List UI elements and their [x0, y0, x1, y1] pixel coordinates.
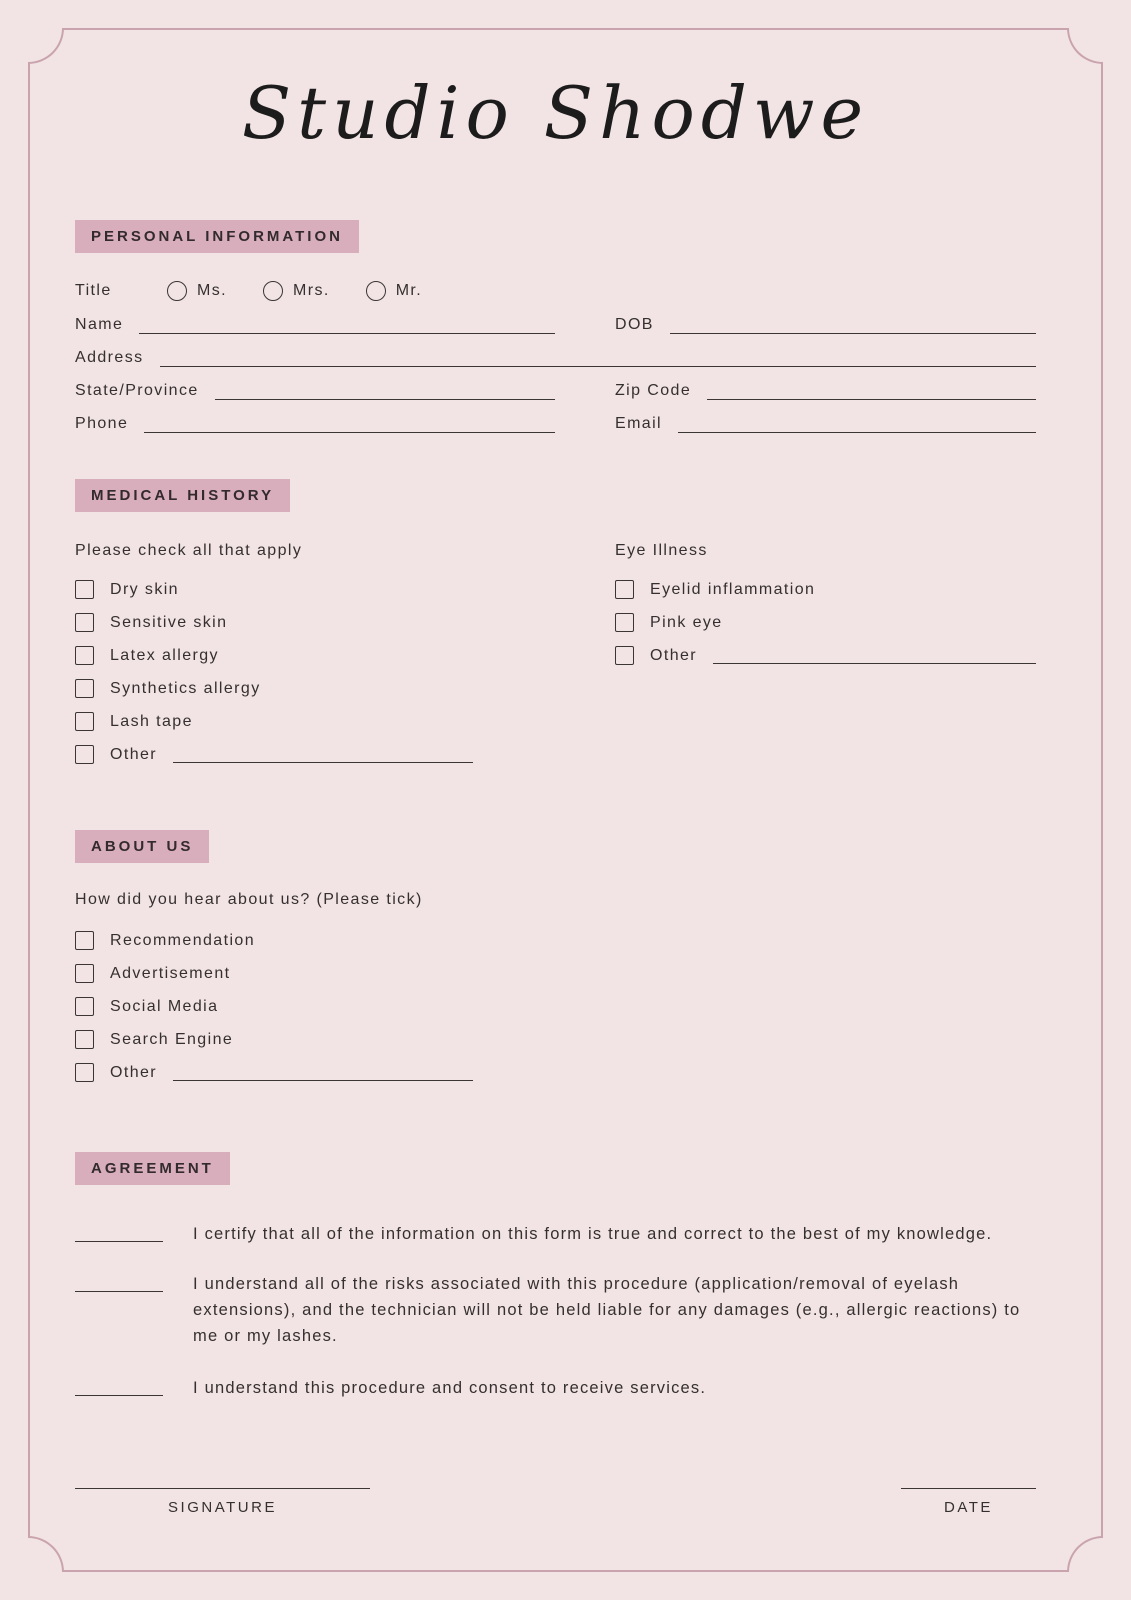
studio-logo: Studio Shodwe [241, 71, 870, 155]
checkbox-label: Pink eye [650, 613, 723, 631]
initials-line-2[interactable] [75, 1271, 163, 1292]
date-input-line[interactable] [901, 1470, 1036, 1489]
checkbox-label: Social Media [110, 997, 219, 1015]
title-label: Title [75, 282, 112, 299]
agreement-item-1 [75, 1221, 1036, 1247]
checkbox-label: Other [110, 1063, 158, 1081]
agreement-item-2 [75, 1271, 1036, 1349]
state-input-line[interactable] [215, 382, 555, 400]
checkbox-eye-other[interactable] [615, 646, 634, 665]
checkbox-row-pink-eye [615, 613, 1036, 632]
section-heading-agreement: AGREEMENT [75, 1152, 230, 1185]
checkbox-sensitive-skin[interactable] [75, 613, 94, 632]
email-input-line[interactable] [678, 415, 1036, 433]
about-list [75, 931, 1036, 1096]
checkbox-dry-skin[interactable] [75, 580, 94, 599]
agreement-text-1: I certify that all of the information on this form is true and correct to the best of my knowledge. [193, 1225, 993, 1243]
zip-label: Zip Code [615, 382, 692, 399]
agreement-item-3 [75, 1375, 1036, 1401]
checkbox-row-eye-other [615, 646, 1036, 665]
checkbox-latex-allergy[interactable] [75, 646, 94, 665]
eye-other-input-line[interactable] [713, 647, 1036, 665]
checkbox-label: Other [650, 646, 698, 664]
name-dob-row [75, 316, 1036, 334]
checkbox-synthetics-allergy[interactable] [75, 679, 94, 698]
date-label: DATE [944, 1499, 993, 1516]
section-heading-about-us: ABOUT US [75, 830, 209, 863]
checkbox-label: Search Engine [110, 1030, 234, 1048]
initials-line-3[interactable] [75, 1375, 163, 1396]
checkbox-row-recommendation [75, 931, 1036, 950]
phone-input-line[interactable] [144, 415, 555, 433]
radio-mr-label: Mr. [395, 282, 423, 299]
checkbox-label: Eyelid inflammation [650, 580, 816, 598]
address-row [75, 349, 1036, 367]
radio-ms-label: Ms. [197, 282, 227, 299]
checkbox-row-eyelid-inflammation [615, 580, 1036, 599]
checkbox-lash-tape[interactable] [75, 712, 94, 731]
checkbox-label: Dry skin [110, 580, 179, 598]
phone-label: Phone [75, 415, 129, 432]
checkbox-row-synthetics-allergy [75, 679, 555, 698]
checkbox-row-lash-tape [75, 712, 555, 731]
about-other-input-line[interactable] [173, 1064, 473, 1082]
signature-input-line[interactable] [75, 1470, 370, 1489]
checkbox-label: Lash tape [110, 712, 193, 730]
checkbox-label: Sensitive skin [110, 613, 228, 631]
radio-mr-icon[interactable] [366, 281, 386, 301]
checkbox-row-dry-skin [75, 580, 555, 599]
name-input-line[interactable] [139, 316, 555, 334]
phone-email-row [75, 415, 1036, 433]
checkbox-row-advertisement [75, 964, 1036, 983]
checkbox-label: Synthetics allergy [110, 679, 261, 697]
state-label: State/Province [75, 382, 199, 399]
signature-footer [75, 1470, 1036, 1516]
checkbox-search-engine[interactable] [75, 1030, 94, 1049]
checkbox-label: Advertisement [110, 964, 231, 982]
medical-left-title: Please check all that apply [75, 542, 303, 559]
dob-input-line[interactable] [670, 316, 1036, 334]
checkbox-row-search-engine [75, 1030, 1036, 1049]
date-block [901, 1470, 1036, 1516]
agreement-text-3: I understand this procedure and consent to receive services. [193, 1379, 707, 1397]
checkbox-eyelid-inflammation[interactable] [615, 580, 634, 599]
radio-option-ms[interactable] [167, 281, 227, 301]
checkbox-row-sensitive-skin [75, 613, 555, 632]
checkbox-about-other[interactable] [75, 1063, 94, 1082]
signature-block [75, 1470, 370, 1516]
initials-line-1[interactable] [75, 1221, 163, 1242]
radio-ms-icon[interactable] [167, 281, 187, 301]
checkbox-row-medical-other [75, 745, 555, 764]
email-label: Email [615, 415, 663, 432]
section-heading-personal-information: PERSONAL INFORMATION [75, 220, 359, 253]
medical-other-input-line[interactable] [173, 746, 473, 764]
about-question: How did you hear about us? (Please tick) [75, 891, 423, 908]
section-heading-medical-history: MEDICAL HISTORY [75, 479, 290, 512]
checkbox-label: Recommendation [110, 931, 255, 949]
checkbox-row-about-other [75, 1063, 555, 1082]
checkbox-social-media[interactable] [75, 997, 94, 1016]
radio-mrs-icon[interactable] [263, 281, 283, 301]
eye-illness-title: Eye Illness [615, 542, 708, 559]
signature-label: SIGNATURE [168, 1499, 277, 1516]
address-input-line[interactable] [160, 349, 1037, 367]
checkbox-recommendation[interactable] [75, 931, 94, 950]
checkbox-pink-eye[interactable] [615, 613, 634, 632]
radio-mrs-label: Mrs. [292, 282, 330, 299]
checkbox-label: Other [110, 745, 158, 763]
name-label: Name [75, 316, 124, 333]
radio-option-mr[interactable] [366, 281, 422, 301]
checkbox-row-latex-allergy [75, 646, 555, 665]
agreement-text-2: I understand all of the risks associated with this procedure (application/removal of eyelash extensions), and the technician will not be held liable for any damages (e.g., allergic reactions) to me or my lashes. [193, 1275, 1021, 1345]
title-row [75, 281, 1036, 301]
zip-input-line[interactable] [707, 382, 1036, 400]
radio-option-mrs[interactable] [263, 281, 330, 301]
checkbox-label: Latex allergy [110, 646, 219, 664]
checkbox-row-social-media [75, 997, 1036, 1016]
medical-columns [75, 542, 1036, 778]
address-label: Address [75, 349, 144, 366]
checkbox-medical-other[interactable] [75, 745, 94, 764]
dob-label: DOB [615, 316, 654, 333]
state-zip-row [75, 382, 1036, 400]
checkbox-advertisement[interactable] [75, 964, 94, 983]
